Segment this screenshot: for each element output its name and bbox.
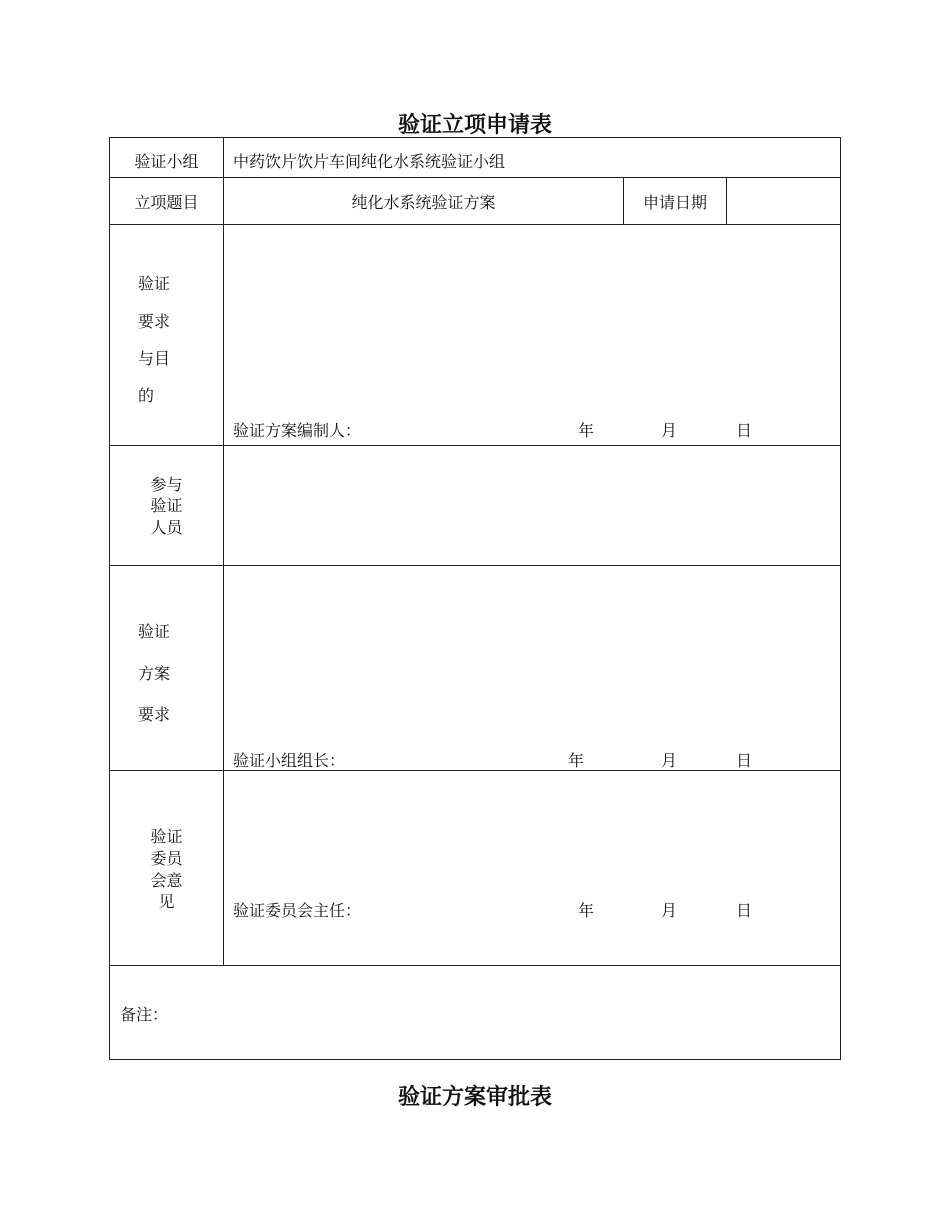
year-label: 年 [568,751,585,770]
date-label: 申请日期 [642,193,707,212]
requirements-label-line: 的 [138,386,155,405]
plan-requirements-label-line: 验证 [138,622,171,641]
committee-label-line: 委员 [150,849,183,868]
day-label: 日 [736,751,753,770]
page-title: 验证立项申请表 [397,112,552,138]
month-label: 月 [661,901,678,920]
row-divider [110,224,840,225]
project-label: 立项题目 [134,193,199,212]
month-label: 月 [661,421,678,440]
participants-label-line: 验证 [150,496,183,515]
column-divider [223,138,224,965]
day-label: 日 [736,421,753,440]
director-label: 验证委员会主任： [233,901,362,920]
column-divider [726,177,727,224]
year-label: 年 [578,901,595,920]
row-divider [110,770,840,771]
row-divider [110,965,840,966]
committee-label-line: 见 [158,892,175,911]
requirements-label-line: 要求 [138,312,171,331]
row-divider [110,445,840,446]
year-label: 年 [578,421,595,440]
requirements-label-line: 与目 [138,349,171,368]
leader-label: 验证小组组长： [233,751,346,770]
plan-requirements-label-line: 方案 [138,664,171,683]
committee-label-line: 会意 [150,871,183,890]
participants-label-line: 人员 [150,518,183,537]
validation-application-form [109,137,841,1060]
author-label: 验证方案编制人： [233,421,362,440]
group-value: 中药饮片饮片车间纯化水系统验证小组 [233,152,506,171]
group-label: 验证小组 [134,152,199,171]
row-divider [110,177,840,178]
remarks-label: 备注： [120,1005,169,1024]
plan-requirements-label-line: 要求 [138,705,171,724]
participants-label-line: 参与 [150,475,183,494]
row-divider [110,565,840,566]
next-section-title: 验证方案审批表 [397,1084,552,1110]
requirements-label-line: 验证 [138,274,171,293]
month-label: 月 [661,751,678,770]
committee-label-line: 验证 [150,827,183,846]
project-value: 纯化水系统验证方案 [351,193,496,212]
day-label: 日 [736,901,753,920]
